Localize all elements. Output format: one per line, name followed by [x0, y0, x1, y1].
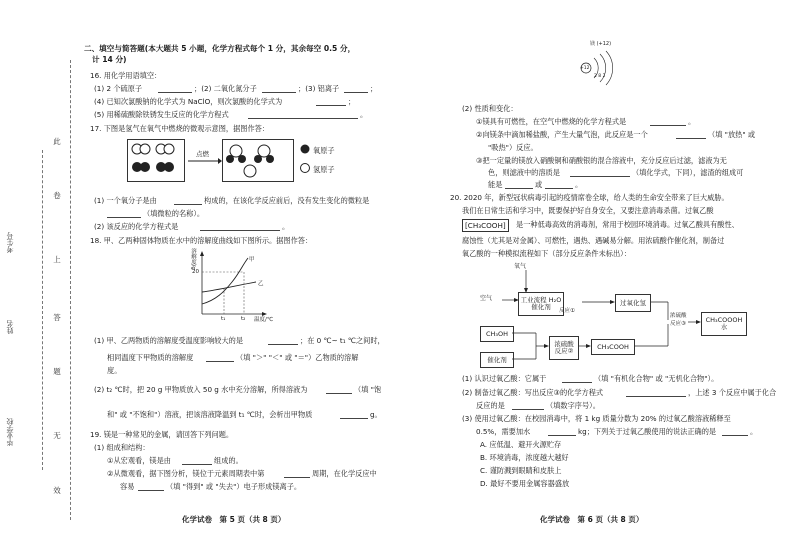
chart-t1: t₁ — [221, 316, 226, 322]
binding-line-inner — [70, 60, 71, 520]
option-c: C. 谨防溅到眼睛和皮肤上 — [480, 466, 562, 475]
answer-blank[interactable] — [182, 464, 212, 465]
q19-2c-4: 能是 — [488, 180, 503, 189]
q20-p3: 是一种低毒高效的消毒剂，常用于校园环境消毒。过氧乙酸具有酸性、 — [516, 220, 739, 229]
q16-2: ；(2) 二氧化氮分子 — [194, 84, 257, 93]
q20-3c: kg；下列关于过氧乙酸使用的说法正确的是 — [578, 427, 717, 436]
seal-char: 效 — [53, 486, 61, 495]
reaction-condition: 点燃 — [196, 150, 209, 158]
q18-2d: g。 — [370, 410, 382, 419]
q16-5-end: 。 — [360, 110, 368, 119]
q16-1: (1) 2 个硫原子 — [94, 84, 143, 93]
flow-mix-label: 浓硫酸 反应③ — [670, 313, 687, 327]
reaction-arrow-icon — [188, 158, 222, 164]
name-label: 姓名 — [6, 320, 14, 334]
answer-blank[interactable] — [626, 396, 686, 397]
seal-char: 答 — [53, 313, 61, 322]
seal-char: 无 — [53, 431, 61, 440]
q17-2-end: 。 — [282, 222, 290, 231]
answer-blank[interactable] — [545, 188, 573, 189]
legend-hydrogen: 氢原子 — [313, 165, 335, 174]
chart-xlabel: 温度/℃ — [254, 317, 274, 323]
answer-blank[interactable] — [284, 477, 310, 478]
atom-top-label: 镁 (+12) — [590, 41, 612, 47]
binding-line-outer — [42, 150, 43, 470]
answer-blank[interactable] — [262, 92, 296, 93]
q20-p1: 20. 2020 年，新型冠状病毒引起的疫情席卷全球，给人类的生命安全带来了巨大威胁。 — [450, 193, 729, 202]
q19-stem: 19. 镁是一种常见的金属，请回答下列问题。 — [90, 430, 234, 439]
answer-blank[interactable] — [138, 490, 164, 491]
answer-blank[interactable] — [722, 435, 748, 436]
q20-3b: 0.5%，需要加水 — [476, 427, 531, 436]
q17-1: (1) 一个氧分子是由 — [94, 196, 157, 205]
answer-blank[interactable] — [316, 105, 346, 106]
answer-blank[interactable] — [344, 92, 368, 93]
answer-blank[interactable] — [562, 382, 592, 383]
flow-box-h2o2: 过氧化氢 — [615, 294, 651, 312]
q20-2b-end: （填数字序号）。 — [546, 401, 600, 410]
curve-jia-label: 甲 — [249, 257, 255, 263]
right-page-footer: 化学试卷 第 6 页（共 8 页） — [540, 515, 644, 524]
q20-p2: 我们在日常生活和学习中，既要保护好自身安全，又要注意消毒杀菌。过氧乙酸 — [462, 206, 714, 215]
q17-1b: 构成的，在该化学反应前后，没有发生变化的微粒是 — [204, 196, 370, 205]
q19-2: (2) 性质和变化： — [462, 104, 518, 113]
q18-1b: ；在 0 ℃~ t₁ ℃之间时， — [300, 336, 385, 345]
q18-1: (1) 甲、乙两物质的溶解度受温度影响较大的是 — [94, 336, 244, 345]
answer-blank[interactable] — [676, 138, 706, 139]
section-title: 二、填空与简答题(本大题共 5 小题，化学方程式每个 1 分，其余每空 0.5 分， — [84, 44, 356, 53]
section-title-cont: 计 14 分) — [92, 55, 127, 64]
flow-box-product: CH₃COOOH 水 — [701, 312, 747, 336]
answer-blank[interactable] — [248, 118, 358, 119]
atom-shells: 2 8 2 — [594, 74, 606, 79]
left-page-footer: 化学试卷 第 5 页（共 8 页） — [182, 515, 286, 524]
answer-blank[interactable] — [548, 435, 576, 436]
answer-blank[interactable] — [268, 344, 298, 345]
q19-1c: 容易 — [120, 482, 135, 491]
answer-blank[interactable] — [326, 393, 352, 394]
q20-formula: [CH₃COOH] — [462, 219, 509, 232]
q19-1a-end: 组成的。 — [214, 456, 243, 465]
q17-1c: （填微粒的名称）。 — [143, 209, 205, 218]
q17-2: (2) 该反应的化学方程式是 — [94, 222, 179, 231]
q16-5: (5) 用稀硫酸除铁锈发生反应的化学方程式 — [94, 110, 229, 119]
q20-2: (2) 制备过氧乙酸：写出反应③的化学方程式 — [462, 388, 604, 397]
answer-blank[interactable] — [650, 125, 686, 126]
flow-box-ch3oh: CH₃OH — [480, 326, 514, 342]
seal-char: 此 — [53, 137, 61, 146]
legend-oxygen: 氧原子 — [313, 146, 335, 155]
chart-y-tick: 20 — [192, 269, 199, 275]
q20-1: (1) 认识过氧乙酸：它属于 — [462, 374, 547, 383]
exam-number-label: 考生号 — [6, 232, 14, 253]
q19-1c-end: （填 "得到" 或 "失去"）电子形成镁离子。 — [166, 482, 302, 491]
answer-blank[interactable] — [107, 217, 141, 218]
q18-1c: 相同温度下甲物质的溶解度 — [107, 353, 194, 362]
flow-air: 空气 — [480, 295, 493, 302]
reactant-molecules — [127, 139, 183, 180]
q16-4: (4) 已知次氯酸钠的化学式为 NaClO，则次氯酸的化学式为 — [94, 97, 283, 106]
seal-char: 上 — [53, 255, 61, 264]
q16-stem: 16. 用化学用语填空： — [90, 71, 162, 80]
q16-3: ；(3) 铝离子 — [298, 84, 340, 93]
q18-2: (2) t₂ ℃时，把 20 g 甲物质放入 50 g 水中充分溶解，所得溶液为 — [94, 385, 308, 394]
option-a: A. 应低温、避开火源贮存 — [480, 440, 562, 449]
q19-1b: ②从微观看，据下图分析，镁位于元素周期表中第 — [107, 469, 265, 478]
chart-t2: t₂ — [241, 316, 246, 322]
q19-2b-mid: （填 "放热" 或 — [708, 130, 756, 139]
q20-3-end: 。 — [750, 427, 758, 436]
q18-1d: （填 "＞" "＜" 或 "＝"）乙物质的溶解 — [236, 353, 359, 362]
q18-stem: 18. 甲、乙两种固体物质在水中的溶解度曲线如下图所示。据图作答： — [90, 236, 313, 245]
answer-blank[interactable] — [340, 418, 368, 419]
q19-2c-or: 或 — [535, 180, 543, 189]
hydrogen-atom-legend-icon — [300, 163, 310, 173]
answer-blank[interactable] — [200, 230, 280, 231]
curve-yi-label: 乙 — [258, 281, 264, 287]
answer-blank[interactable] — [505, 188, 533, 189]
answer-blank[interactable] — [512, 409, 544, 410]
q18-2b: （填 "饱 — [354, 385, 382, 394]
seal-char: 卷 — [53, 191, 61, 200]
q20-p5: 氧乙酸的一种模拟流程如下（部分反应条件未标出）： — [462, 249, 631, 258]
q19-1b-mid: 周期，在化学反应中 — [312, 469, 377, 478]
option-b: B. 环境消毒，浓度越大越好 — [480, 453, 569, 462]
q20-2-mid: ，上述 3 个反应中属于化合 — [688, 388, 777, 397]
q19-2c-2: 色，则滤液中的溶质是 — [488, 168, 560, 177]
q17-stem: 17. 下图是氢气在氧气中燃烧的微观示意图，据图作答： — [90, 124, 270, 133]
q19-2b-end: "吸热"）反应。 — [488, 143, 538, 152]
flow-box-ch3cooh: CH₃COOH — [591, 339, 635, 355]
q20-p4: 腐蚀性（尤其是对金属）、可燃性，遇热、遇碱易分解。用浓硫酸作催化剂，制备过 — [462, 236, 725, 245]
q19-2c-end: 。 — [575, 180, 583, 189]
product-molecules — [222, 139, 292, 180]
q16-4-end: ； — [348, 97, 356, 106]
flow-box-catalyst: 催化剂 — [480, 352, 514, 368]
flow-box-industrial: 工业流程 H₂O催化剂 — [518, 292, 564, 316]
atom-nucleus: +12 — [580, 66, 590, 71]
q19-2a: ①镁具有可燃性，在空气中燃烧的化学方程式是 — [476, 117, 627, 126]
flow-oxygen: 氧气 — [514, 263, 527, 270]
flow-reaction-1: 反应① — [559, 308, 575, 314]
q18-2c: 和" 或 "不饱和"）溶液，把该溶液降温到 t₁ ℃时，会析出甲物质 — [107, 410, 313, 419]
flow-box-reaction-2: 浓硫酸 反应② — [549, 336, 579, 360]
q19-2b: ②向镁条中滴加稀盐酸，产生大量气泡，此反应是一个 — [476, 130, 648, 139]
q20-2b: 反应的是 — [476, 401, 505, 410]
q19-1: (1) 组成和结构： — [94, 443, 150, 452]
q20-3: (3) 使用过氧乙酸：在校园消毒中，将 1 kg 质量分数为 20% 的过氧乙酸溶液稀释至 — [462, 414, 731, 423]
option-d: D. 最好不要用金属容器盛放 — [480, 479, 570, 488]
q16-3-end: ； — [370, 84, 378, 93]
q18-1e: 度。 — [107, 366, 122, 375]
q19-2c: ③把一定量的镁放入硝酸铜和硝酸银的混合溶液中，充分反应后过滤，滤液为无 — [476, 156, 727, 165]
q19-1a: ①从宏观看，镁是由 — [107, 456, 171, 465]
seal-char: 题 — [53, 367, 61, 376]
school-label: 毕业学校 — [6, 418, 14, 446]
answer-blank[interactable] — [570, 176, 630, 177]
q19-2c-3: （填化学式，下同），滤渣的组成可 — [632, 168, 744, 177]
oxygen-atom-legend-icon — [300, 144, 310, 154]
answer-blank[interactable] — [174, 204, 202, 205]
answer-blank[interactable] — [206, 361, 234, 362]
q20-1-end: （填 "有机化合物" 或 "无机化合物"）。 — [594, 374, 719, 383]
chart-ylabel: 溶解度/g — [190, 248, 196, 270]
answer-blank[interactable] — [158, 92, 192, 93]
q19-2a-end: 。 — [688, 117, 696, 126]
